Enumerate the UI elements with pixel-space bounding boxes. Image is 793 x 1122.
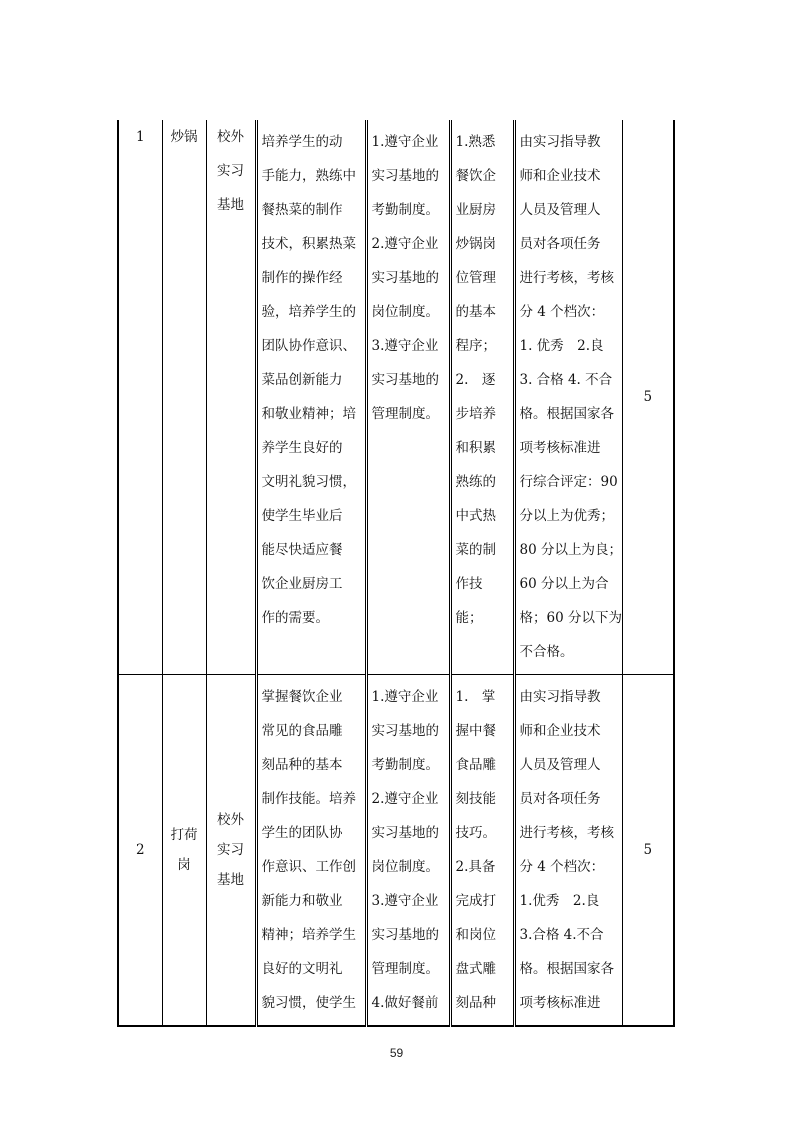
text-line: 和岗位 [455, 927, 496, 943]
text-line: 员对各项任务 [519, 236, 601, 252]
text-line: 能尽快适应餐 [261, 542, 343, 558]
text-line: 和积累 [455, 440, 496, 456]
table-row [118, 675, 674, 1027]
text-line: 貌习惯，使学生 [261, 995, 356, 1011]
text-line: 新能力和敬业 [261, 893, 343, 909]
text-line: 员对各项任务 [519, 791, 601, 807]
text-line: 菜的制 [455, 542, 496, 558]
text-line: 2.遵守企业 [371, 791, 439, 807]
goal-cell [256, 675, 366, 1027]
text-line: 作的需要。 [261, 610, 329, 626]
text-line: 1.遵守企业 [371, 134, 439, 150]
text-line: 学生的团队协 [261, 825, 343, 841]
text-line: 3. 合格 4. 不合 [519, 372, 613, 388]
text-line: 掌握餐饮企业 [261, 689, 343, 705]
text-line: 项考核标准进 [519, 995, 601, 1011]
text-line: 实习基地的 [371, 825, 439, 841]
text-line: 餐热菜的制作 [261, 202, 343, 218]
text-line: 制作技能。培养 [261, 791, 356, 807]
text-line: 作意识、工作创 [261, 859, 356, 875]
text-line: 管理制度。 [371, 406, 439, 422]
place-cell [206, 675, 256, 1027]
text-line: 3.遵守企业 [371, 338, 439, 354]
text-line: 良好的文明礼 [261, 961, 343, 977]
text-line: 2.遵守企业 [371, 236, 439, 252]
text-line: 菜品创新能力 [261, 372, 343, 388]
text-line: 常见的食品雕 [261, 723, 343, 739]
text-line: 技术，积累热菜 [261, 236, 356, 252]
text-line: 岗位制度。 [371, 859, 439, 875]
text-line: 熟练的 [455, 474, 496, 490]
text-line: 基地 [217, 197, 244, 213]
text-line: 分 4 个档次： [519, 304, 605, 320]
text-line: 进行考核，考核 [519, 270, 614, 286]
text-line: 校外 [217, 812, 244, 828]
text-line: 位管理 [455, 270, 496, 286]
text-line: 团队协作意识、 [261, 338, 356, 354]
text-line: 进行考核，考核 [519, 825, 614, 841]
text-line: 由实习指导教 [519, 134, 601, 150]
text-line: 刻品种的基本 [261, 757, 343, 773]
text-line: 实习基地的 [371, 372, 439, 388]
text-line: 食品雕 [455, 757, 496, 773]
text-line: 考勤制度。 [371, 202, 439, 218]
text-line: 完成打 [455, 893, 496, 909]
position-cell [162, 120, 206, 675]
text-line: 实习基地的 [371, 723, 439, 739]
text-line: 不合格。 [519, 644, 574, 660]
text-line: 分 4 个档次： [519, 859, 605, 875]
text-line: 炒锅岗 [455, 236, 496, 252]
text-line: 1. 优秀 2.良 [519, 338, 604, 354]
content-cell [450, 120, 514, 675]
text-line: 刻品种 [455, 995, 496, 1011]
text-line: 制作的操作经 [261, 270, 343, 286]
text-line: 60 分以上为合 [519, 576, 609, 592]
requirement-cell [366, 120, 450, 675]
assessment-cell [514, 120, 622, 675]
place-cell [206, 120, 256, 675]
text-line: 实习基地的 [371, 927, 439, 943]
text-line: 培养学生的动 [261, 134, 343, 150]
text-line: 业厨房 [455, 202, 496, 218]
goal-cell [256, 120, 366, 675]
table-row [118, 120, 674, 675]
text-line: 握中餐 [455, 723, 496, 739]
text-line: 炒锅 [170, 129, 198, 145]
row-number: 2 [118, 675, 162, 1027]
requirement-cell [366, 675, 450, 1027]
text-line: 能； [455, 610, 483, 626]
text-line: 格。根据国家各 [519, 961, 614, 977]
row-number: 1 [118, 120, 162, 675]
position-cell [162, 675, 206, 1027]
text-line: 盘式雕 [455, 961, 496, 977]
text-line: 行综合评定：90 [519, 474, 618, 490]
text-line: 手能力，熟练中 [261, 168, 356, 184]
text-line: 人员及管理人 [519, 757, 601, 773]
text-line: 实习 [217, 163, 244, 179]
text-line: 1.优秀 2.良 [519, 893, 600, 909]
text-line: 80 分以上为良； [519, 542, 622, 558]
text-line: 岗位制度。 [371, 304, 439, 320]
text-line: 验，培养学生的 [261, 304, 356, 320]
text-line: 校外 [217, 129, 244, 145]
text-line: 的基本 [455, 304, 496, 320]
text-line: 养学生良好的 [261, 440, 343, 456]
text-line: 项考核标准进 [519, 440, 601, 456]
text-line: 精神；培养学生 [261, 927, 356, 943]
text-line: 打荷 [170, 827, 198, 843]
text-line: 3.遵守企业 [371, 893, 439, 909]
assessment-cell [514, 675, 622, 1027]
text-line: 1.熟悉 [455, 134, 496, 150]
text-line: 格；60 分以下为 [519, 610, 622, 626]
text-line: 作技 [455, 576, 483, 592]
practice-table [117, 120, 675, 1027]
text-line: 分以上为优秀； [519, 508, 614, 524]
text-line: 人员及管理人 [519, 202, 601, 218]
text-line: 2. 逐 [455, 372, 496, 388]
text-line: 餐饮企 [455, 168, 496, 184]
text-line: 饮企业厨房工 [261, 576, 343, 592]
text-line: 步培养 [455, 406, 496, 422]
text-line: 文明礼貌习惯， [261, 474, 356, 490]
content-cell [450, 675, 514, 1027]
text-line: 实习基地的 [371, 168, 439, 184]
text-line: 岗 [177, 857, 191, 873]
text-line: 刻技能 [455, 791, 496, 807]
text-line: 2.具备 [455, 859, 496, 875]
text-line: 考勤制度。 [371, 757, 439, 773]
text-line: 师和企业技术 [519, 168, 601, 184]
text-line: 实习 [217, 842, 244, 858]
text-line: 3.合格 4.不合 [519, 927, 604, 943]
weeks-cell: 5 [622, 120, 674, 675]
text-line: 和敬业精神；培 [261, 406, 356, 422]
text-line: 师和企业技术 [519, 723, 601, 739]
text-line: 管理制度。 [371, 961, 439, 977]
text-line: 4.做好餐前 [371, 995, 439, 1011]
page-number: 59 [389, 1046, 404, 1060]
weeks-cell: 5 [622, 675, 674, 1027]
text-line: 由实习指导教 [519, 689, 601, 705]
text-line: 1. 掌 [455, 689, 496, 705]
text-line: 格。根据国家各 [519, 406, 614, 422]
text-line: 使学生毕业后 [261, 508, 343, 524]
text-line: 技巧。 [455, 825, 496, 841]
text-line: 基地 [217, 872, 244, 888]
text-line: 实习基地的 [371, 270, 439, 286]
text-line: 中式热 [455, 508, 496, 524]
text-line: 程序； [455, 338, 496, 354]
text-line: 1.遵守企业 [371, 689, 439, 705]
